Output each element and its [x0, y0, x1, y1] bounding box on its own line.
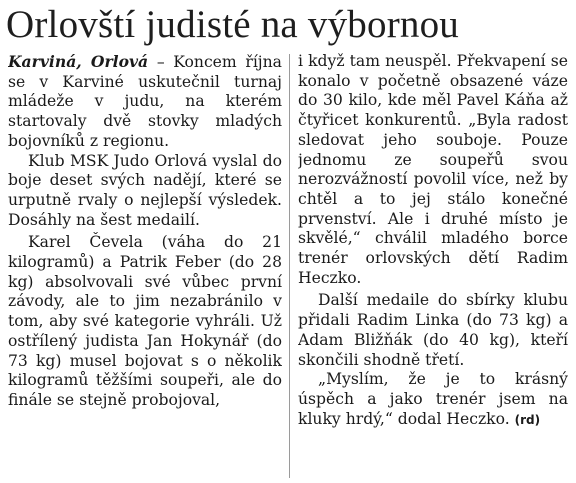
article-paragraph-3-continued: i když tam neuspěl. Překvapení se konalo v početně obsazené váze do 30 kilo, kde měl Pavel Káňa až čtyřicet konkurentů. „Byla radost sledovat jeho souboje. Pouze jednomu ze soupeřů svou nerozvážností povolil více, než by chtěl a to jej stálo konečné prvenství. Ale i druhé místo je skvělé,“ chválil mladého borce trenér orlovských dětí Radim Heczko.: [298, 52, 568, 287]
article-lead: [8, 52, 282, 152]
article-paragraph-4: Další medaile do sbírky klubu přidali Radim Linka (do 73 kg) a Adam Bližňák (do 40 kg), kteří skončili shodně třetí.: [298, 291, 568, 369]
article-headline: Orlovští judisté na výbornou: [6, 3, 459, 46]
article-paragraph-5: [298, 370, 568, 430]
column-divider: [289, 54, 290, 478]
article-column-left: [8, 52, 282, 482]
article-dateline: Karviná, Orlová: [8, 52, 149, 71]
author-signature: (rd): [514, 412, 541, 427]
article-paragraph-3: Karel Čevela (váha do 21 kilogramů) a Patrik Feber (do 28 kg) absolvovali své vůbec první závody, ale to jim nezabránilo v tom, aby své kategorie vyhráli. Už ostřílený judista Jan Hokynář (do 73 kg) musel bojovat s o několik kilogramů těžšími soupeři, ale do finále se stejně probojoval,: [8, 233, 282, 409]
article-paragraph-5-text: „Myslím, že je to krásný úspěch a jako trenér jsem na kluky hrdý,“ dodal Heczko.: [298, 370, 568, 428]
article-column-right: [298, 52, 568, 482]
article-paragraph-2: Klub MSK Judo Orlová vyslal do boje deset svých nadějí, které se urputně rvaly o nejlepší výsledek. Dosáhly na šest medailí.: [8, 151, 282, 229]
article-lead-text: – Koncem října se v Karviné uskutečnil turnaj mládeže v judu, na kterém startovaly dvě stovky mladých bojovníků z regionu.: [8, 53, 282, 150]
